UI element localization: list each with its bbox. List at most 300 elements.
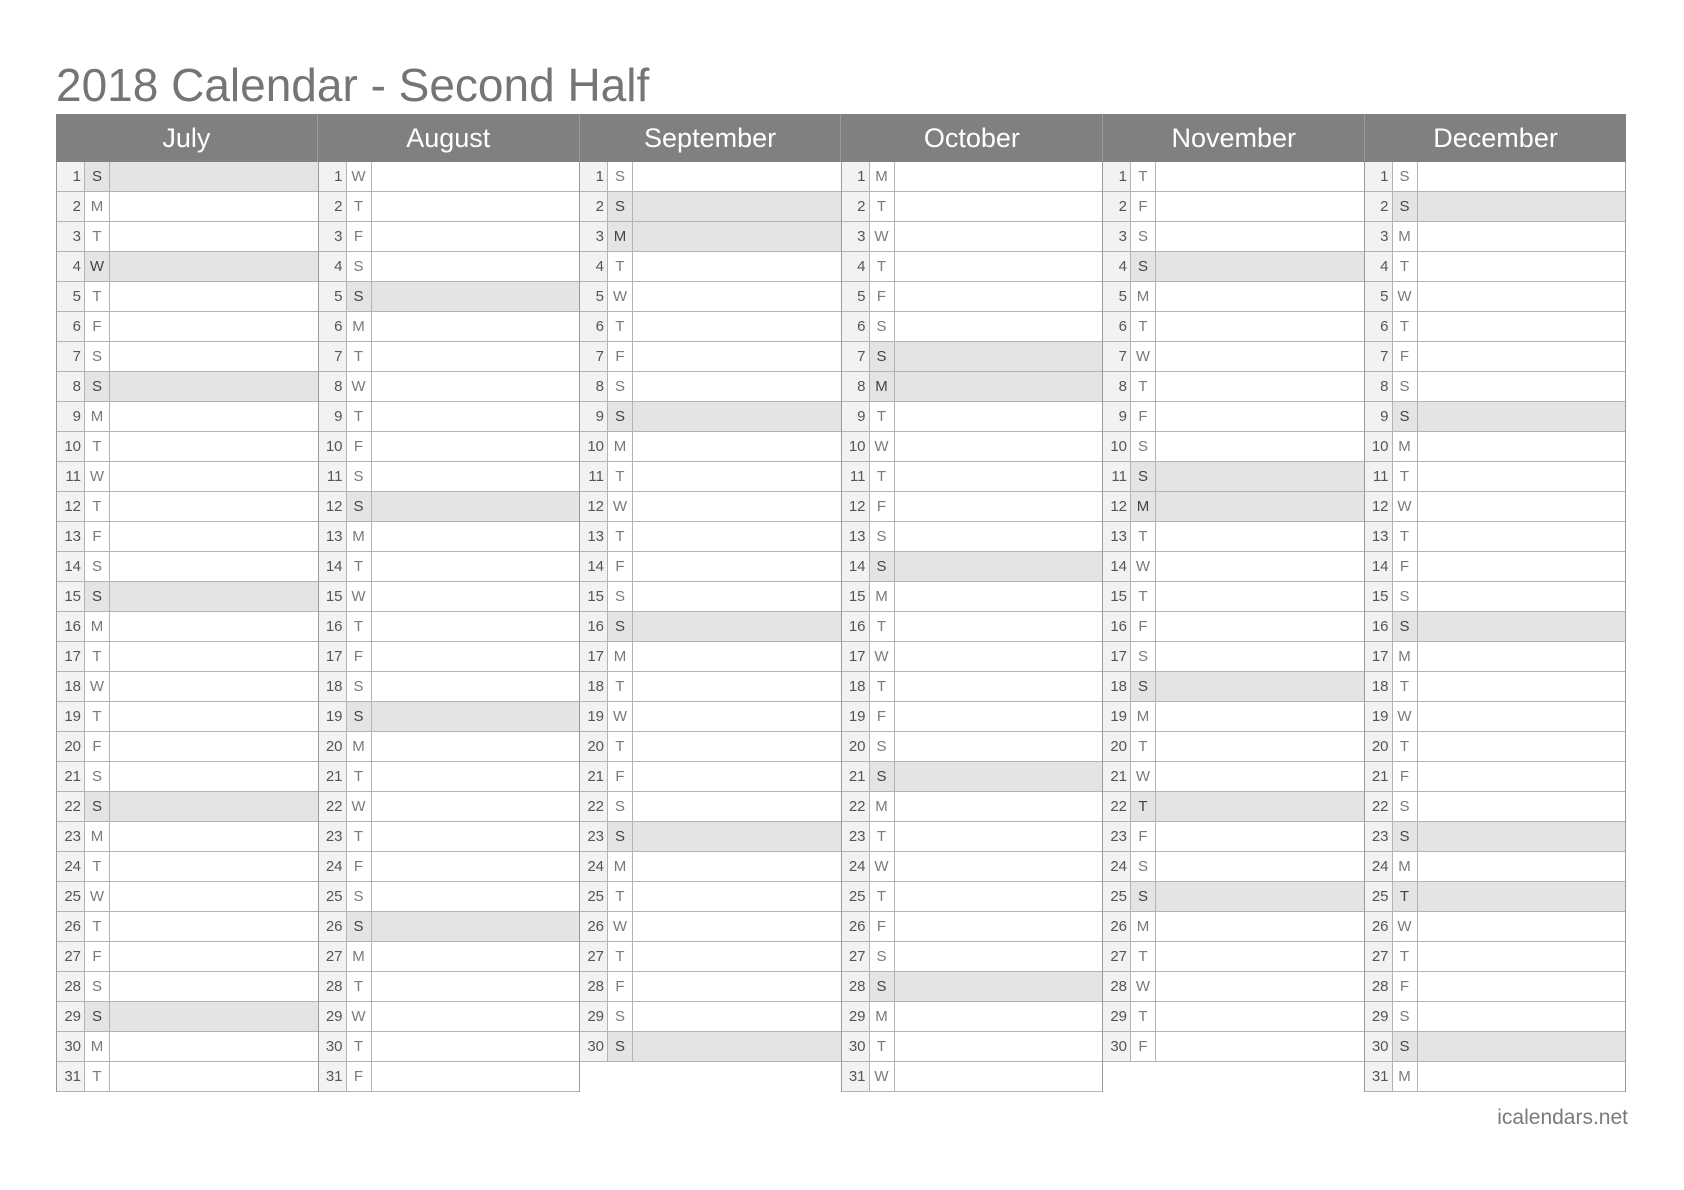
- day-row: [1365, 552, 1626, 582]
- weekday-letter: W: [608, 912, 633, 941]
- day-note-cell[interactable]: [372, 612, 580, 641]
- day-note-cell[interactable]: [1418, 252, 1626, 281]
- day-note-cell[interactable]: [633, 282, 841, 311]
- day-note-cell[interactable]: [1156, 852, 1364, 881]
- day-number: 3: [1365, 222, 1393, 251]
- day-note-cell[interactable]: [110, 222, 318, 251]
- day-note-cell[interactable]: [372, 462, 580, 491]
- day-note-cell[interactable]: [633, 402, 841, 431]
- day-row: [319, 912, 580, 942]
- day-note-cell[interactable]: [372, 582, 580, 611]
- day-note-cell[interactable]: [1418, 192, 1626, 221]
- day-note-cell[interactable]: [1418, 942, 1626, 971]
- day-note-cell[interactable]: [895, 1032, 1103, 1061]
- day-note-cell[interactable]: [1156, 672, 1364, 701]
- day-note-cell[interactable]: [110, 792, 318, 821]
- day-note-cell[interactable]: [110, 882, 318, 911]
- day-number: 27: [842, 942, 870, 971]
- day-note-cell[interactable]: [633, 192, 841, 221]
- weekday-letter: W: [870, 852, 895, 881]
- day-note-cell[interactable]: [372, 702, 580, 731]
- day-row: [842, 732, 1103, 762]
- day-number: 24: [1103, 852, 1131, 881]
- day-note-cell[interactable]: [895, 852, 1103, 881]
- day-number: 6: [842, 312, 870, 341]
- day-note-cell[interactable]: [1418, 492, 1626, 521]
- day-row: [1103, 762, 1364, 792]
- page-title: 2018 Calendar - Second Half: [56, 59, 650, 111]
- day-note-cell[interactable]: [1156, 882, 1364, 911]
- day-row: [842, 342, 1103, 372]
- weekday-letter: F: [870, 912, 895, 941]
- day-number: 25: [1103, 882, 1131, 911]
- day-note-cell[interactable]: [372, 762, 580, 791]
- day-note-cell[interactable]: [372, 822, 580, 851]
- day-note-cell[interactable]: [110, 402, 318, 431]
- day-number: 4: [580, 252, 608, 281]
- footer-credit[interactable]: icalendars.net: [1497, 1106, 1628, 1129]
- day-row: [1365, 1002, 1626, 1032]
- day-row: [319, 702, 580, 732]
- day-note-cell[interactable]: [633, 942, 841, 971]
- day-note-cell[interactable]: [1156, 1032, 1364, 1061]
- day-note-cell[interactable]: [633, 1002, 841, 1031]
- day-note-cell[interactable]: [1418, 1032, 1626, 1061]
- day-row: [1365, 522, 1626, 552]
- day-note-cell[interactable]: [895, 732, 1103, 761]
- day-note-cell[interactable]: [1156, 552, 1364, 581]
- day-note-cell[interactable]: [372, 642, 580, 671]
- day-row: [1103, 672, 1364, 702]
- day-note-cell[interactable]: [1156, 732, 1364, 761]
- day-note-cell[interactable]: [1156, 372, 1364, 401]
- day-note-cell[interactable]: [633, 492, 841, 521]
- day-note-cell[interactable]: [1418, 912, 1626, 941]
- day-row: [319, 612, 580, 642]
- day-note-cell[interactable]: [895, 912, 1103, 941]
- day-note-cell[interactable]: [110, 822, 318, 851]
- day-number: 21: [1103, 762, 1131, 791]
- weekday-letter: F: [870, 702, 895, 731]
- day-note-cell[interactable]: [633, 222, 841, 251]
- day-note-cell[interactable]: [633, 552, 841, 581]
- day-note-cell[interactable]: [1418, 882, 1626, 911]
- day-row: [580, 372, 841, 402]
- day-note-cell[interactable]: [895, 882, 1103, 911]
- day-note-cell[interactable]: [372, 432, 580, 461]
- day-note-cell[interactable]: [895, 702, 1103, 731]
- weekday-letter: T: [870, 402, 895, 431]
- weekday-letter: F: [608, 762, 633, 791]
- day-note-cell[interactable]: [633, 702, 841, 731]
- day-note-cell[interactable]: [372, 282, 580, 311]
- day-note-cell[interactable]: [110, 732, 318, 761]
- day-note-cell[interactable]: [633, 582, 841, 611]
- day-note-cell[interactable]: [1156, 312, 1364, 341]
- day-number: 25: [580, 882, 608, 911]
- weekday-letter: T: [608, 882, 633, 911]
- day-number: 30: [319, 1032, 347, 1061]
- weekday-letter: M: [1131, 282, 1156, 311]
- day-note-cell[interactable]: [895, 372, 1103, 401]
- day-number: 12: [580, 492, 608, 521]
- day-note-cell[interactable]: [372, 252, 580, 281]
- day-row: [319, 1002, 580, 1032]
- day-note-cell[interactable]: [1156, 402, 1364, 431]
- weekday-letter: T: [85, 642, 110, 671]
- day-note-cell[interactable]: [1418, 852, 1626, 881]
- day-note-cell[interactable]: [372, 1002, 580, 1031]
- day-row: [1365, 822, 1626, 852]
- day-note-cell[interactable]: [633, 822, 841, 851]
- day-note-cell[interactable]: [372, 1032, 580, 1061]
- day-note-cell[interactable]: [110, 912, 318, 941]
- day-note-cell[interactable]: [895, 642, 1103, 671]
- weekday-letter: W: [85, 252, 110, 281]
- day-note-cell[interactable]: [372, 852, 580, 881]
- day-number: 12: [319, 492, 347, 521]
- weekday-letter: F: [347, 642, 372, 671]
- day-note-cell[interactable]: [372, 672, 580, 701]
- day-note-cell[interactable]: [895, 432, 1103, 461]
- day-note-cell[interactable]: [1156, 972, 1364, 1001]
- day-note-cell[interactable]: [1156, 702, 1364, 731]
- day-note-cell[interactable]: [895, 252, 1103, 281]
- day-note-cell[interactable]: [895, 822, 1103, 851]
- day-note-cell[interactable]: [633, 372, 841, 401]
- weekday-letter: S: [1131, 432, 1156, 461]
- day-row: [319, 192, 580, 222]
- day-number: 4: [1103, 252, 1131, 281]
- weekday-letter: F: [85, 312, 110, 341]
- day-note-cell[interactable]: [372, 192, 580, 221]
- day-note-cell[interactable]: [110, 1002, 318, 1031]
- day-note-cell[interactable]: [633, 612, 841, 641]
- day-number: 11: [1365, 462, 1393, 491]
- day-row: [580, 1002, 841, 1032]
- day-number: 5: [1365, 282, 1393, 311]
- day-note-cell[interactable]: [895, 1062, 1103, 1091]
- day-note-cell[interactable]: [372, 792, 580, 821]
- day-note-cell[interactable]: [1156, 612, 1364, 641]
- day-number: 28: [57, 972, 85, 1001]
- day-note-cell[interactable]: [1418, 972, 1626, 1001]
- weekday-letter: F: [1131, 1032, 1156, 1061]
- day-note-cell[interactable]: [1156, 1002, 1364, 1031]
- day-note-cell[interactable]: [110, 462, 318, 491]
- day-note-cell[interactable]: [110, 852, 318, 881]
- day-note-cell[interactable]: [633, 882, 841, 911]
- day-row: [57, 882, 318, 912]
- day-row: [57, 732, 318, 762]
- day-note-cell[interactable]: [1418, 1062, 1626, 1091]
- day-note-cell[interactable]: [372, 912, 580, 941]
- day-note-cell[interactable]: [1156, 282, 1364, 311]
- day-note-cell[interactable]: [372, 492, 580, 521]
- day-number: 13: [842, 522, 870, 551]
- day-row: [57, 252, 318, 282]
- day-note-cell[interactable]: [110, 1062, 318, 1091]
- day-row: [319, 252, 580, 282]
- day-note-cell[interactable]: [1418, 372, 1626, 401]
- day-note-cell[interactable]: [633, 972, 841, 1001]
- day-number: 21: [580, 762, 608, 791]
- day-row: [1103, 342, 1364, 372]
- day-note-cell[interactable]: [895, 552, 1103, 581]
- day-row: [319, 582, 580, 612]
- day-note-cell[interactable]: [1418, 222, 1626, 251]
- day-row: [580, 762, 841, 792]
- day-note-cell[interactable]: [110, 762, 318, 791]
- day-note-cell[interactable]: [1156, 192, 1364, 221]
- day-note-cell[interactable]: [633, 642, 841, 671]
- day-note-cell[interactable]: [633, 672, 841, 701]
- day-note-cell[interactable]: [1418, 312, 1626, 341]
- day-note-cell[interactable]: [110, 642, 318, 671]
- weekday-letter: F: [608, 972, 633, 1001]
- day-note-cell[interactable]: [895, 522, 1103, 551]
- weekday-letter: S: [1393, 372, 1418, 401]
- day-row: [1103, 732, 1364, 762]
- day-row: [1103, 252, 1364, 282]
- day-note-cell[interactable]: [633, 252, 841, 281]
- day-note-cell[interactable]: [633, 162, 841, 191]
- day-note-cell[interactable]: [110, 342, 318, 371]
- day-row: [319, 522, 580, 552]
- day-note-cell[interactable]: [633, 1032, 841, 1061]
- day-note-cell[interactable]: [1418, 642, 1626, 671]
- day-row: [1365, 282, 1626, 312]
- day-row: [57, 792, 318, 822]
- day-number: 4: [842, 252, 870, 281]
- day-number: 9: [319, 402, 347, 431]
- day-row: [319, 852, 580, 882]
- day-note-cell[interactable]: [110, 432, 318, 461]
- day-note-cell[interactable]: [1156, 642, 1364, 671]
- day-note-cell[interactable]: [110, 582, 318, 611]
- day-row: [1365, 912, 1626, 942]
- day-note-cell[interactable]: [1418, 342, 1626, 371]
- day-note-cell[interactable]: [1156, 162, 1364, 191]
- day-note-cell[interactable]: [633, 342, 841, 371]
- day-note-cell[interactable]: [633, 792, 841, 821]
- day-note-cell[interactable]: [1418, 282, 1626, 311]
- day-note-cell[interactable]: [372, 732, 580, 761]
- weekday-letter: F: [1393, 972, 1418, 1001]
- day-note-cell[interactable]: [1418, 522, 1626, 551]
- day-note-cell[interactable]: [372, 552, 580, 581]
- day-note-cell[interactable]: [1156, 462, 1364, 491]
- day-note-cell[interactable]: [110, 702, 318, 731]
- weekday-letter: T: [1131, 1002, 1156, 1031]
- weekday-letter: T: [347, 192, 372, 221]
- day-row: [1365, 762, 1626, 792]
- day-note-cell[interactable]: [895, 402, 1103, 431]
- day-note-cell[interactable]: [1418, 402, 1626, 431]
- day-note-cell[interactable]: [110, 312, 318, 341]
- day-note-cell[interactable]: [1418, 552, 1626, 581]
- day-note-cell[interactable]: [1156, 942, 1364, 971]
- day-note-cell[interactable]: [110, 192, 318, 221]
- weekday-letter: T: [608, 462, 633, 491]
- weekday-letter: S: [608, 402, 633, 431]
- day-note-cell[interactable]: [372, 972, 580, 1001]
- day-note-cell[interactable]: [1418, 432, 1626, 461]
- day-note-cell[interactable]: [1418, 612, 1626, 641]
- day-note-cell[interactable]: [895, 162, 1103, 191]
- day-note-cell[interactable]: [110, 252, 318, 281]
- day-note-cell[interactable]: [633, 732, 841, 761]
- day-number: 15: [319, 582, 347, 611]
- day-note-cell[interactable]: [895, 672, 1103, 701]
- day-note-cell[interactable]: [895, 492, 1103, 521]
- day-number: 4: [319, 252, 347, 281]
- day-note-cell[interactable]: [895, 942, 1103, 971]
- day-note-cell[interactable]: [633, 462, 841, 491]
- weekday-letter: S: [347, 462, 372, 491]
- day-note-cell[interactable]: [1418, 702, 1626, 731]
- weekday-letter: T: [608, 312, 633, 341]
- weekday-letter: S: [347, 702, 372, 731]
- day-note-cell[interactable]: [633, 852, 841, 881]
- day-note-cell[interactable]: [1418, 162, 1626, 191]
- day-note-cell[interactable]: [1418, 822, 1626, 851]
- day-row: [57, 912, 318, 942]
- day-note-cell[interactable]: [895, 582, 1103, 611]
- day-note-cell[interactable]: [1418, 762, 1626, 791]
- day-row: [842, 312, 1103, 342]
- day-number: 3: [319, 222, 347, 251]
- day-note-cell[interactable]: [895, 612, 1103, 641]
- day-note-cell[interactable]: [1156, 522, 1364, 551]
- day-note-cell[interactable]: [372, 342, 580, 371]
- day-note-cell[interactable]: [110, 522, 318, 551]
- weekday-letter: W: [1393, 492, 1418, 521]
- day-note-cell[interactable]: [895, 792, 1103, 821]
- day-number: 1: [1365, 162, 1393, 191]
- day-note-cell[interactable]: [1156, 222, 1364, 251]
- day-number: 31: [319, 1062, 347, 1091]
- weekday-letter: S: [608, 822, 633, 851]
- day-note-cell[interactable]: [1156, 342, 1364, 371]
- day-note-cell[interactable]: [1418, 462, 1626, 491]
- day-note-cell[interactable]: [372, 882, 580, 911]
- day-note-cell[interactable]: [110, 492, 318, 521]
- day-number: 2: [580, 192, 608, 221]
- day-note-cell[interactable]: [895, 342, 1103, 371]
- day-note-cell[interactable]: [1156, 582, 1364, 611]
- day-note-cell[interactable]: [633, 312, 841, 341]
- day-note-cell[interactable]: [110, 282, 318, 311]
- day-note-cell[interactable]: [110, 672, 318, 701]
- day-number: 8: [57, 372, 85, 401]
- day-note-cell[interactable]: [110, 162, 318, 191]
- day-number: 11: [57, 462, 85, 491]
- day-note-cell[interactable]: [1418, 1002, 1626, 1031]
- day-note-cell[interactable]: [895, 462, 1103, 491]
- day-note-cell[interactable]: [372, 162, 580, 191]
- day-note-cell[interactable]: [110, 552, 318, 581]
- day-note-cell[interactable]: [633, 522, 841, 551]
- day-note-cell[interactable]: [895, 1002, 1103, 1031]
- day-number: 15: [580, 582, 608, 611]
- day-note-cell[interactable]: [1156, 432, 1364, 461]
- day-note-cell[interactable]: [372, 942, 580, 971]
- day-note-cell[interactable]: [1156, 252, 1364, 281]
- day-note-cell[interactable]: [1418, 672, 1626, 701]
- day-note-cell[interactable]: [110, 1032, 318, 1061]
- weekday-letter: F: [347, 852, 372, 881]
- day-note-cell[interactable]: [1156, 492, 1364, 521]
- month-header-november: November: [1103, 114, 1365, 162]
- weekday-letter: S: [870, 552, 895, 581]
- day-row: [580, 822, 841, 852]
- day-note-cell[interactable]: [110, 942, 318, 971]
- weekday-letter: S: [85, 972, 110, 1001]
- weekday-letter: S: [870, 972, 895, 1001]
- day-row: [1365, 252, 1626, 282]
- day-note-cell[interactable]: [372, 522, 580, 551]
- day-note-cell[interactable]: [895, 312, 1103, 341]
- day-note-cell[interactable]: [1156, 762, 1364, 791]
- day-note-cell[interactable]: [110, 972, 318, 1001]
- day-row: [1365, 312, 1626, 342]
- weekday-letter: F: [85, 732, 110, 761]
- day-note-cell[interactable]: [1418, 732, 1626, 761]
- day-note-cell[interactable]: [895, 282, 1103, 311]
- day-note-cell[interactable]: [372, 312, 580, 341]
- day-note-cell[interactable]: [895, 972, 1103, 1001]
- day-number: 5: [580, 282, 608, 311]
- day-note-cell[interactable]: [372, 222, 580, 251]
- day-note-cell[interactable]: [110, 372, 318, 401]
- day-note-cell[interactable]: [1156, 792, 1364, 821]
- day-note-cell[interactable]: [895, 762, 1103, 791]
- day-row: [319, 222, 580, 252]
- day-note-cell[interactable]: [1418, 582, 1626, 611]
- day-note-cell[interactable]: [372, 372, 580, 401]
- day-note-cell[interactable]: [633, 912, 841, 941]
- day-note-cell[interactable]: [633, 762, 841, 791]
- weekday-letter: F: [347, 432, 372, 461]
- day-note-cell[interactable]: [110, 612, 318, 641]
- day-number: 17: [580, 642, 608, 671]
- weekday-letter: T: [347, 402, 372, 431]
- day-note-cell[interactable]: [895, 222, 1103, 251]
- day-note-cell[interactable]: [1418, 792, 1626, 821]
- day-number: 28: [1365, 972, 1393, 1001]
- weekday-letter: M: [1131, 492, 1156, 521]
- day-note-cell[interactable]: [1156, 822, 1364, 851]
- day-note-cell[interactable]: [633, 432, 841, 461]
- day-row: [580, 462, 841, 492]
- day-note-cell[interactable]: [372, 1062, 580, 1091]
- day-note-cell[interactable]: [372, 402, 580, 431]
- day-row: [1103, 432, 1364, 462]
- weekday-letter: F: [85, 522, 110, 551]
- day-row: [580, 852, 841, 882]
- weekday-letter: S: [1393, 402, 1418, 431]
- weekday-letter: S: [608, 372, 633, 401]
- day-number: 29: [580, 1002, 608, 1031]
- weekday-letter: S: [1131, 252, 1156, 281]
- day-note-cell[interactable]: [1156, 912, 1364, 941]
- day-row: [1103, 792, 1364, 822]
- day-number: 8: [1103, 372, 1131, 401]
- day-number: 26: [580, 912, 608, 941]
- day-note-cell[interactable]: [895, 192, 1103, 221]
- day-number: 5: [57, 282, 85, 311]
